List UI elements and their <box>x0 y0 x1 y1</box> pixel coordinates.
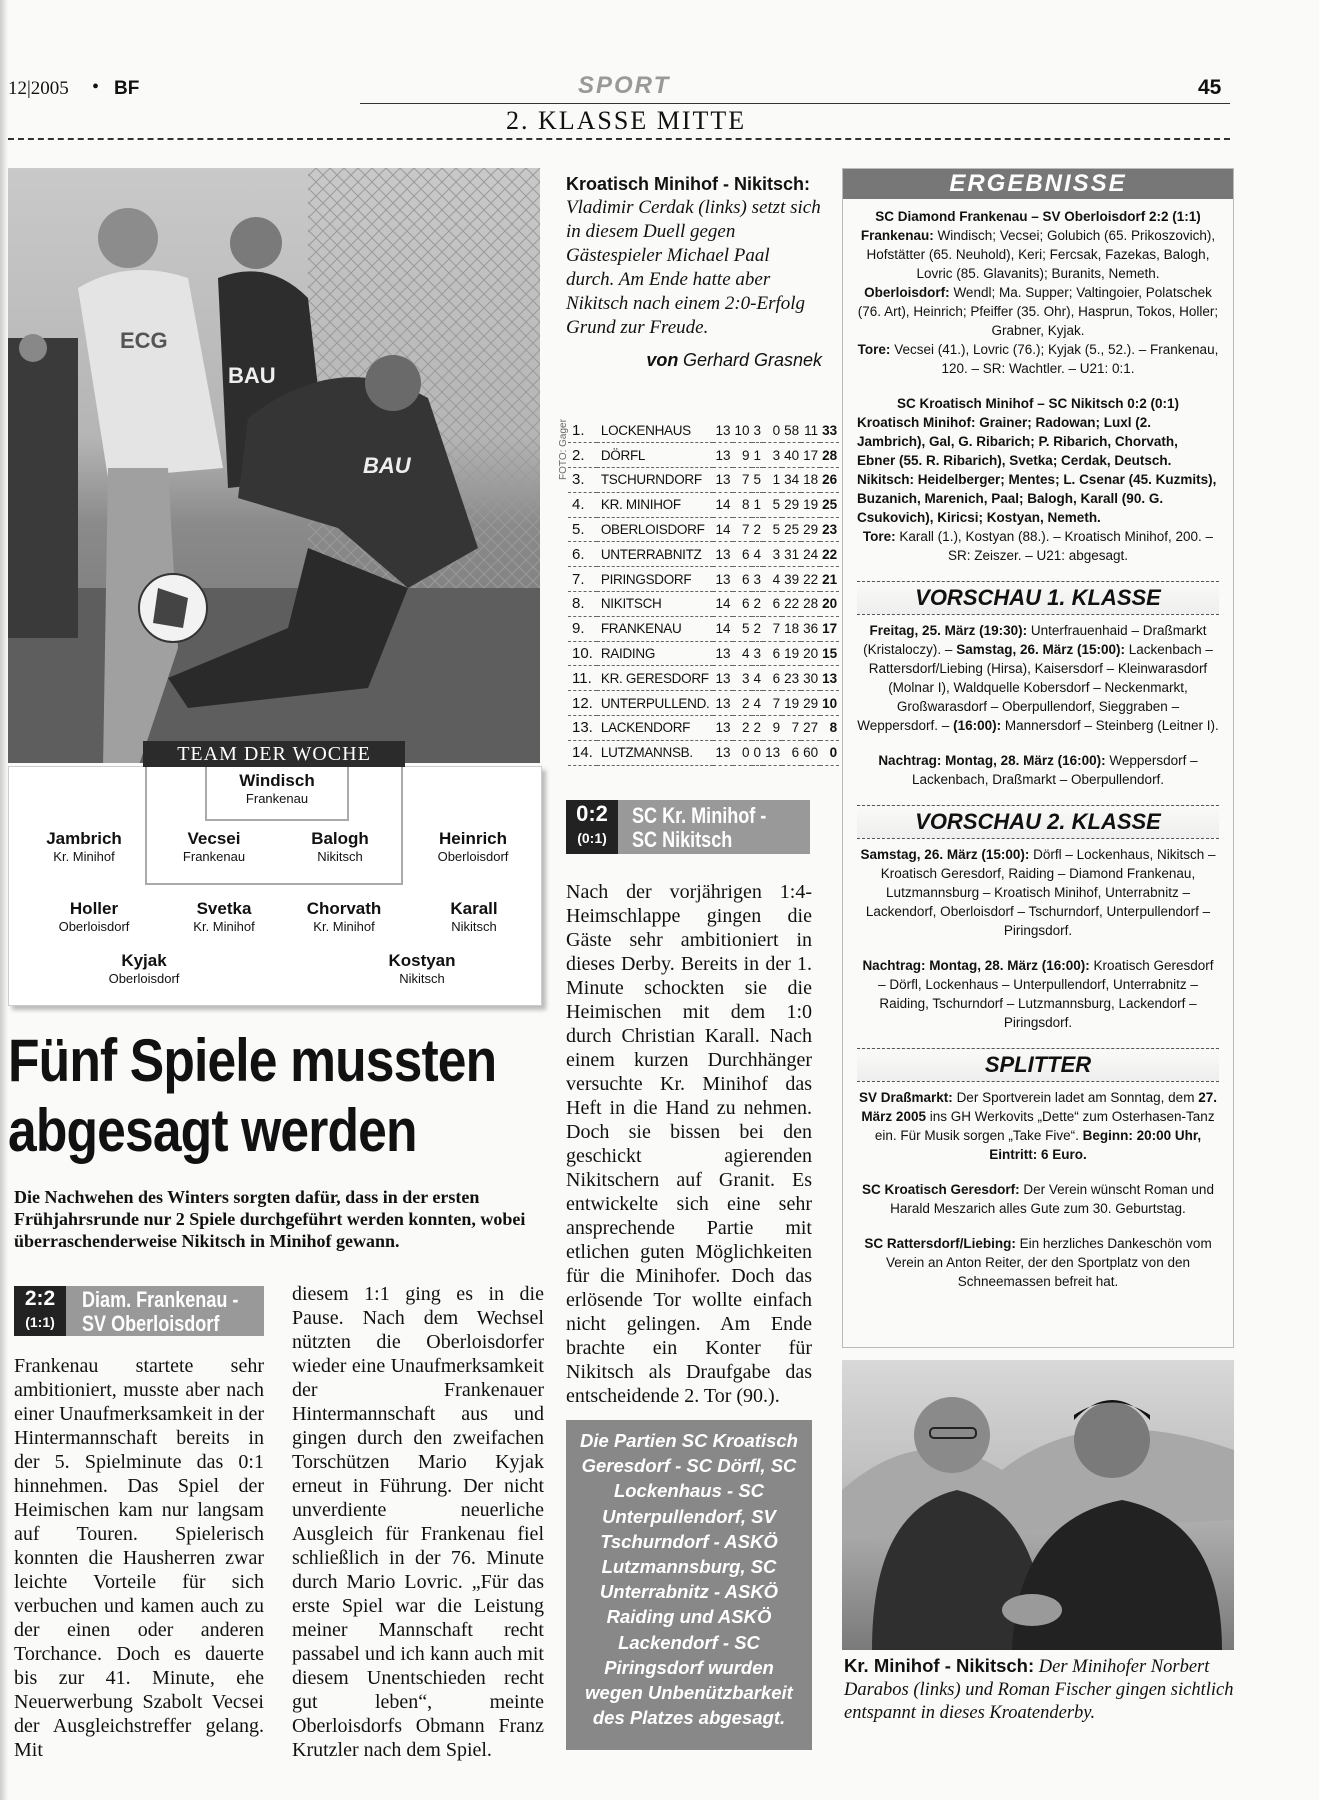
standings-team: UNTERPULLEND. <box>597 691 714 716</box>
result-2-team2-lineup: Heidelberger; Mentes; L. Csenar (45. Kuzmits), Buzanich, Marenich, Paal; Balogh, Karall (90. G. Csukovich), Kiricsi; Kostyan, Nemeth. <box>857 472 1217 525</box>
standings-row <box>568 666 839 691</box>
splitter-2-club: SC Kroatisch Geresdorf: <box>862 1182 1020 1197</box>
standings-cell: 21 <box>820 567 839 592</box>
standings-cell: 6 <box>733 592 752 617</box>
standings-cell: 14. <box>568 740 597 765</box>
player-windisch: Windisch Frankenau <box>239 771 315 806</box>
standings-cell: 13 <box>713 468 732 493</box>
standings-row <box>568 616 839 641</box>
splitter-2-text: Der Verein wünscht Roman und Harald Meszarich alles Gute zum 30. Geburtstag. <box>890 1182 1214 1216</box>
caption-2-head: Kr. Minihof - Nikitsch: <box>844 1655 1035 1676</box>
preview-2-text-2: Kroatisch Geresdorf – Dörfl, Lockenhaus – Unterpullendorf, Unterrabnitz – Raiding, Tschurndorf – Lutzmannsburg, Lackendorf – Piringsdorf. <box>878 958 1214 1030</box>
player-kyjak: Kyjak Oberloisdorf <box>108 951 180 986</box>
standings-team: LOCKENHAUS <box>597 418 714 443</box>
result-2-goals-label: Tore: <box>862 529 896 544</box>
match-photo <box>8 168 540 763</box>
splitter-1-club: SV Draßmarkt: <box>859 1090 953 1105</box>
standings-cell: 24 <box>801 542 820 567</box>
standings-cell: 13 <box>763 740 782 765</box>
standings-cell: 9. <box>568 616 597 641</box>
result-2-goals: Karall (1.), Kostyan (88.). – Kroatisch Minihof, 200. – SR: Zeiszer. – U21: abgesagt. <box>899 529 1214 563</box>
match1-column-2: diesem 1:1 ging es in die Pause. Nach dem Wechsel nützten die Oberloisdorfer wieder eine Unaufmerksamkeit der Frankenauer Hintermannschaft aus und gingen durch den zweifachen Torschützen Mario Kyjak erneut in Führung. Der nicht unverdiente neuerliche Ausgleich für Frankenau fiel schließlich in der 76. Minute durch Mario Lovric. „Für das erste Spiel war die Leistung meiner Mannschaft recht passabel und ich kann auch mit diesem Unentschieden recht gut leben“, meinte Oberloisdorfs Obmann Franz Krutzler nach dem Spiel. <box>292 1283 544 1761</box>
standings-cell: 4 <box>752 542 764 567</box>
result-1-team1-label: Frankenau: <box>860 228 934 243</box>
standings-cell: 23 <box>782 666 801 691</box>
player-jambrich: Jambrich Kr. Minihof <box>46 829 122 864</box>
standings-cell: 60 <box>801 740 820 765</box>
player-svetka: Svetka Kr. Minihof <box>193 899 255 934</box>
standings-cell: 0 <box>763 418 782 443</box>
standings-cell: 25 <box>782 517 801 542</box>
league-title: 2. KLASSE MITTE <box>506 106 747 135</box>
match-photo-illustration <box>8 168 540 763</box>
standings-cell: 2 <box>752 616 764 641</box>
standings-cell: 13 <box>713 691 732 716</box>
caption-2-body: Der Minihofer Norbert Darabos (links) und Roman Fischer gingen sichtlich entspannt in dieses Kroatenderby. <box>844 1657 1234 1723</box>
standings-table <box>568 418 838 766</box>
standings-cell: 58 <box>782 418 801 443</box>
standings-row <box>568 567 839 592</box>
standings-cell: 33 <box>820 418 839 443</box>
page-edge <box>0 0 8 1800</box>
standings-cell: 9 <box>763 716 782 741</box>
standings-cell: 19 <box>801 492 820 517</box>
standings-row <box>568 517 839 542</box>
header-dash <box>8 138 1230 140</box>
standings-cell: 13 <box>713 716 732 741</box>
standings-cell: 8 <box>733 492 752 517</box>
standings-cell: 13. <box>568 716 597 741</box>
standings-cell: 6 <box>763 666 782 691</box>
match2-label <box>566 800 810 854</box>
photo-caption-1 <box>566 172 822 371</box>
standings-cell: 6 <box>733 567 752 592</box>
standings-cell: 28 <box>801 592 820 617</box>
standings-cell: 11. <box>568 666 597 691</box>
standings-cell: 7. <box>568 567 597 592</box>
standings-cell: 3 <box>763 443 782 468</box>
match2-text: Nach der vorjährigen 1:4-Heimschlappe gingen die Gäste sehr ambitioniert in dieses Derby. Bereits in der 1. Minute schockten sie die Heimischen mit dem 1:0 durch Christian Karall. Nach einem kurzen Durchhänger versuchte Kr. Minihof das Heft in die Hand zu nehmen. Doch sie bissen bei den geschickt agierenden Nikitschern auf Granit. Es entwickelte sich eine sehr ansprechende Partie mit etlichen guten Möglichkeiten für die Minihofer. Doch das erlösende Tor wollte einfach nicht gelingen. Am Ende brachte ein Konter für Nikitsch als Draufgabe das entscheidende 2. Tor (90.). <box>566 881 812 1407</box>
preview-2 <box>857 845 1219 940</box>
shirt-sponsor-2: BAU <box>228 363 276 388</box>
preview-2-postponed <box>857 956 1219 1032</box>
standings-cell: 7 <box>733 468 752 493</box>
author-line <box>566 350 822 371</box>
standings-row <box>568 468 839 493</box>
author-prefix: von <box>646 350 679 370</box>
preview-1-text-1: Unterfrauenhaid – Draßmarkt (Kristaloczy). – <box>863 623 1207 657</box>
standings-cell: 7 <box>763 616 782 641</box>
standings-cell: 5 <box>763 492 782 517</box>
standings-cell: 19 <box>782 691 801 716</box>
standings-cell: 25 <box>820 492 839 517</box>
result-1-head: SC Diamond Frankenau – SV Oberloisdorf 2:2 (1:1) <box>875 209 1201 224</box>
header-bullet: • <box>92 76 100 98</box>
splitter-title: SPLITTER <box>857 1048 1219 1082</box>
standings-cell: 12. <box>568 691 597 716</box>
standings-cell: 10. <box>568 641 597 666</box>
match2-score: 0:2 <box>576 801 608 826</box>
standings-cell: 5. <box>568 517 597 542</box>
standings-cell: 18 <box>801 468 820 493</box>
match1-teams: Diam. Frankenau - SV Oberloisdorf <box>82 1287 239 1336</box>
standings-cell: 13 <box>713 666 732 691</box>
preview-1 <box>857 621 1219 735</box>
preview-1-title: VORSCHAU 1. KLASSE <box>857 581 1219 615</box>
standings-team: KR. GERESDORF <box>597 666 714 691</box>
preview-1-text-4: Weppersdorf – Lackenbach, Draßmarkt – Oberpullendorf. <box>911 753 1198 787</box>
photo-credit: FOTO: Gager <box>558 419 569 480</box>
result-1-team2-lineup: Wendl; Ma. Supper; Valtingoier, Polatschek (76. Art), Heinrich; Pfeiffer (35. Ohr), Hasprun, Tokos, Holler; Grabner, Kyjak. <box>857 285 1219 338</box>
match2-teams: SC Kr. Minihof - SC Nikitsch <box>632 803 767 852</box>
preview-1-postponed <box>857 751 1219 789</box>
standings-cell: 13 <box>820 666 839 691</box>
headline-title: Fünf Spiele mussten abgesagt werden <box>8 1027 497 1164</box>
standings-cell: 31 <box>782 542 801 567</box>
standings-row <box>568 641 839 666</box>
cancel-box <box>566 1420 812 1750</box>
splitter-3 <box>857 1234 1219 1291</box>
match1-column-1: Frankenau startete sehr ambitioniert, musste aber nach einer Unaufmerksamkeit in der Hintermannschaft bereits in der 5. Spielminute das 0:1 hinnehmen. Das Spiel der Heimischen kam nur langsam auf Touren. Spielerisch konnten die Hausherren zwar leichte Vorteile für sich verbuchen und kamen auch zu der einen oder anderen Torchance. Doch es dauerte bis zur 41. Minute, ehe Neuerwerbung Szabolt Vecsei der Ausgleichstreffer gelang. Mit <box>14 1355 264 1761</box>
player-balogh: Balogh Nikitsch <box>311 829 369 864</box>
standings-cell: 36 <box>801 616 820 641</box>
standings-cell: 29 <box>782 492 801 517</box>
standings-cell: 3 <box>752 418 764 443</box>
standings-row <box>568 418 839 443</box>
standings-cell: 1 <box>752 443 764 468</box>
standings-cell: 13 <box>713 641 732 666</box>
standings-cell: 5 <box>763 517 782 542</box>
result-2-team1-label: Kroatisch Minihof: <box>857 415 976 430</box>
standings-cell: 17 <box>801 443 820 468</box>
caption-1-head: Kroatisch Minihof - Nikitsch: <box>566 174 811 194</box>
standings-cell: 3 <box>752 641 764 666</box>
standings-cell: 1 <box>763 468 782 493</box>
standings-cell: 0 <box>752 740 764 765</box>
standings-cell: 2 <box>752 592 764 617</box>
standings-row <box>568 592 839 617</box>
result-1-team1-lineup: Windisch; Vecsei; Golubich (65. Prikoszovich), Hofstätter (65. Neuhold), Keri; Fercsak, Fazekas, Balogh, Lovric (85. Glavanits); Buranits, Nemeth. <box>866 228 1216 281</box>
standings-cell: 4 <box>763 567 782 592</box>
standings-cell: 9 <box>733 443 752 468</box>
standings-cell: 7 <box>733 517 752 542</box>
preview-1-text-3: Mannersdorf – Steinberg (Leitner I). <box>1004 718 1219 733</box>
standings-row <box>568 691 839 716</box>
result-1-goals-label: Tore: <box>857 342 891 357</box>
photo-caption-2 <box>844 1654 1236 1725</box>
preview-1-date-3: (16:00): <box>953 718 1002 733</box>
results-box <box>842 168 1234 1348</box>
result-1-team2-label: Oberloisdorf: <box>864 285 950 300</box>
standings-cell: 11 <box>801 418 820 443</box>
standings-team: FRANKENAU <box>597 616 714 641</box>
headline-lead: Die Nachwehen des Winters sorgten dafür, dass in der ersten Frühjahrsrunde nur 2 Spiele durchgeführt werden konnten, wobei überraschenderweise Nikitsch in Minihof gewann. <box>14 1187 526 1251</box>
standings-cell: 13 <box>713 567 732 592</box>
standings-cell: 22 <box>801 567 820 592</box>
results-title: ERGEBNISSE <box>843 169 1233 199</box>
splitter-1-text: Der Sportverein ladet am Sonntag, dem <box>956 1090 1195 1105</box>
player-chorvath: Chorvath Kr. Minihof <box>306 899 382 934</box>
player-holler: Holler Oberloisdorf <box>58 899 130 934</box>
standings-cell: 13 <box>713 418 732 443</box>
splitter-1 <box>857 1088 1219 1164</box>
result-match-2 <box>857 394 1219 565</box>
standings-cell: 39 <box>782 567 801 592</box>
players-photo <box>842 1360 1234 1650</box>
preview-1-text-2: Lackenbach – Rattersdorf/Liebing (Hirsa), Kaisersdorf – Kleinwarasdorf (Molnar I), Waldquelle Kobersdorf – Neckenmarkt, Großwarasdorf – Oberpullendorf, Sieggraben – Weppersdorf. – <box>857 642 1213 733</box>
standings-cell: 28 <box>820 443 839 468</box>
standings-row <box>568 716 839 741</box>
standings-cell: 23 <box>820 517 839 542</box>
standings-cell: 22 <box>820 542 839 567</box>
standings-cell: 20 <box>820 592 839 617</box>
standings-cell: 1. <box>568 418 597 443</box>
standings-cell: 2 <box>752 517 764 542</box>
standings-cell: 2 <box>752 716 764 741</box>
standings-cell: 29 <box>801 517 820 542</box>
standings-cell: 4 <box>733 641 752 666</box>
standings-cell: 13 <box>713 542 732 567</box>
standings-team: KR. MINIHOF <box>597 492 714 517</box>
standings-team: LACKENDORF <box>597 716 714 741</box>
match2-half: (0:1) <box>577 830 607 846</box>
standings-cell: 17 <box>820 616 839 641</box>
player-vecsei: Vecsei Frankenau <box>182 829 246 864</box>
issue-date: 12|2005 <box>8 78 69 99</box>
shirt-sponsor-3: BAU <box>363 453 411 478</box>
players-photo-illustration <box>842 1360 1234 1650</box>
standings-cell: 0 <box>733 740 752 765</box>
preview-2-date-1: Samstag, 26. März (15:00): <box>860 847 1030 862</box>
standings-cell: 40 <box>782 443 801 468</box>
team-of-week <box>8 743 542 1006</box>
standings-cell: 5 <box>733 616 752 641</box>
standings-team: PIRINGSDORF <box>597 567 714 592</box>
standings-team: NIKITSCH <box>597 592 714 617</box>
standings-cell: 6 <box>733 542 752 567</box>
standings-row <box>568 443 839 468</box>
result-2-head: SC Kroatisch Minihof – SC Nikitsch 0:2 (0:1) <box>896 396 1180 411</box>
standings-team: DÖRFL <box>597 443 714 468</box>
standings-cell: 20 <box>801 641 820 666</box>
splitter-3-club: SC Rattersdorf/Liebing: <box>864 1236 1016 1251</box>
caption-1-body: Vladimir Cerdak (links) setzt sich in diesem Duell gegen Gästespieler Michael Paal durch. Am Ende hatte aber Nikitsch nach einem 2:0-Erfolg Grund zur Freude. <box>566 197 821 338</box>
standings-cell: 3 <box>752 567 764 592</box>
section-name: SPORT <box>578 72 671 99</box>
standings-cell: 1 <box>752 492 764 517</box>
standings-cell: 5 <box>752 468 764 493</box>
standings-cell: 6 <box>763 592 782 617</box>
standings-cell: 8. <box>568 592 597 617</box>
standings-cell: 7 <box>763 691 782 716</box>
preview-2-date-2: Nachtrag: Montag, 28. März (16:00): <box>862 958 1090 973</box>
team-title: TEAM DER WOCHE <box>143 741 405 767</box>
standings-team: OBERLOISDORF <box>597 517 714 542</box>
preview-2-text-1: Dörfl – Lockenhaus, Nikitsch – Kroatisch Geresdorf, Raiding – Diamond Frankenau, Lutzmannsburg – Kroatisch Minihof, Unterrabnitz – Lackendorf, Oberloisdorf – Tschurndorf, Unterpullendorf – Piringsdorf. <box>865 847 1216 938</box>
splitter-2 <box>857 1180 1219 1218</box>
shirt-sponsor-1: ECG <box>120 328 168 353</box>
match1-label <box>14 1286 264 1336</box>
preview-1-date-1: Freitag, 25. März (19:30): <box>869 623 1028 638</box>
preview-2-title: VORSCHAU 2. KLASSE <box>857 805 1219 839</box>
standings-cell: 3. <box>568 468 597 493</box>
author-name: Gerhard Grasnek <box>682 350 822 370</box>
page-number: 45 <box>1198 76 1222 99</box>
splitter-3-text: Ein herzliches Dankeschön vom Verein an Anton Reiter, der den Sportplatz von den Schneemassen befreit hat. <box>886 1236 1212 1289</box>
header-rule <box>360 103 1230 104</box>
standings-team: RAIDING <box>597 641 714 666</box>
cancel-box-text: Die Partien SC Kroatisch Geresdorf - SC Dörfl, SC Lockenhaus - SC Unterpullendorf, SV Tschurndorf - ASKÖ Lutzmannsburg, SC Unterrabnitz - ASKÖ Raiding und ASKÖ Lackendorf - SC Piringsdorf wurden wegen Unbenützbarkeit des Platzes abgesagt. <box>580 1430 798 1729</box>
standings-row <box>568 542 839 567</box>
result-match-1 <box>857 207 1219 378</box>
preview-1-date-2: Samstag, 26. März (15:00): <box>956 642 1126 657</box>
standings-cell: 30 <box>801 666 820 691</box>
player-heinrich: Heinrich Oberloisdorf <box>437 829 509 864</box>
match1-half: (1:1) <box>25 1314 55 1330</box>
standings-cell: 2. <box>568 443 597 468</box>
standings-cell: 4 <box>752 666 764 691</box>
splitter-1-text-b: ins GH Werkovits „Dette“ zum Osterhasen-Tanz ein. Für Musik sorgen „Take Five“. <box>874 1109 1215 1143</box>
standings-cell: 14 <box>713 517 732 542</box>
standings-cell: 13 <box>713 443 732 468</box>
standings-row <box>568 740 839 765</box>
standings-cell: 14 <box>713 616 732 641</box>
paper-name: BF <box>114 78 140 99</box>
standings-cell: 29 <box>801 691 820 716</box>
standings-team: UNTERRABNITZ <box>597 542 714 567</box>
match1-score: 2:2 <box>24 1287 56 1310</box>
splitter-1-info: Beginn: 20:00 Uhr, Eintritt: 6 Euro. <box>989 1128 1202 1162</box>
standings-cell: 27 <box>801 716 820 741</box>
player-kostyan: Kostyan Nikitsch <box>388 951 456 986</box>
standings-cell: 4 <box>752 691 764 716</box>
match2-score-box <box>566 800 618 854</box>
standings-row <box>568 492 839 517</box>
standings-cell: 15 <box>820 641 839 666</box>
result-2-team1-lineup: Grainer; Radowan; Luxl (2. Jambrich), Gal, G. Ribarich; P. Ribarich, Chorvath, Ebner (55. R. Ribarich), Svetka; Cerdak, Deutsch. <box>857 415 1178 468</box>
standings-cell: 13 <box>713 740 732 765</box>
standings-cell: 7 <box>782 716 801 741</box>
result-1-goals: Vecsei (41.), Lovric (76.); Kyjak (5., 52.). – Frankenau, 120. – SR: Wachtler. – U21: 0:1. <box>894 342 1219 376</box>
player-karall: Karall Nikitsch <box>450 899 498 934</box>
standings-cell: 3 <box>763 542 782 567</box>
standings-cell: 6. <box>568 542 597 567</box>
preview-1-date-4: Nachtrag: Montag, 28. März (16:00): <box>878 753 1106 768</box>
standings-cell: 2 <box>733 691 752 716</box>
standings-cell: 34 <box>782 468 801 493</box>
standings-cell: 14 <box>713 492 732 517</box>
splitter-1-date: 27. März 2005 <box>861 1090 1217 1124</box>
standings-team: LUTZMANNSB. <box>597 740 714 765</box>
standings-cell: 6 <box>782 740 801 765</box>
standings-cell: 6 <box>763 641 782 666</box>
standings-cell: 18 <box>782 616 801 641</box>
standings-cell: 3 <box>733 666 752 691</box>
standings-cell: 22 <box>782 592 801 617</box>
standings-cell: 2 <box>733 716 752 741</box>
standings-cell: 8 <box>820 716 839 741</box>
standings-cell: 10 <box>820 691 839 716</box>
headline <box>8 1026 568 1166</box>
result-2-team2-label: Nikitsch: <box>857 472 915 487</box>
standings-cell: 26 <box>820 468 839 493</box>
standings-cell: 14 <box>713 592 732 617</box>
standings-cell: 0 <box>820 740 839 765</box>
standings-cell: 10 <box>733 418 752 443</box>
standings-team: TSCHURNDORF <box>597 468 714 493</box>
match1-score-box <box>14 1286 66 1336</box>
standings-cell: 19 <box>782 641 801 666</box>
standings-cell: 4. <box>568 492 597 517</box>
